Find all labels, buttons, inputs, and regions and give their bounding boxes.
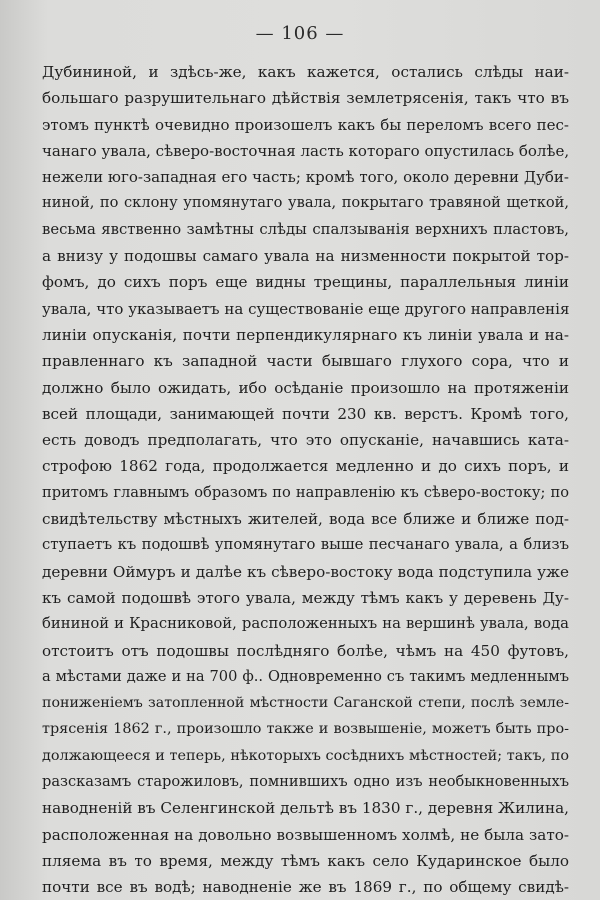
- text-line: пониженіемъ затопленной мѣстности Саганской степи, послѣ земле-: [42, 695, 569, 712]
- text-line: почти все въ водѣ; наводненіе же въ 1869 г., по общему свидѣ-: [42, 878, 569, 897]
- text-line: строфою 1862 года, продолжается медленно и до сихъ поръ, и: [42, 457, 569, 476]
- text-line: пляема въ то время, между тѣмъ какъ село Кударинское было: [42, 851, 569, 870]
- text-line: свидѣтельству мѣстныхъ жителей, вода все ближе и ближе под-: [42, 510, 569, 529]
- text-line: фомъ, до сихъ поръ еще видны трещины, параллельныя линіи: [42, 273, 569, 292]
- text-line: всей площади, занимающей почти 230 кв. верстъ. Кромѣ того,: [42, 404, 569, 423]
- text-line: отстоитъ отъ подошвы послѣдняго болѣе, чѣмъ на 450 футовъ,: [42, 641, 569, 660]
- text-line: разсказамъ старожиловъ, помнившихъ одно изъ необыкновенныхъ: [42, 773, 569, 791]
- text-line: ниной, по склону упомянутаго увала, покрытаго травяной щеткой,: [42, 194, 569, 212]
- text-line: расположенная на довольно возвышенномъ холмѣ, не была зато-: [42, 825, 569, 844]
- text-line: есть доводъ предполагать, что это опусканіе, начавшись ката-: [42, 431, 569, 450]
- text-line: Дубининой, и здѣсь-же, какъ кажется, остались слѣды наи-: [42, 63, 569, 81]
- page-number: — 106 —: [255, 23, 345, 44]
- text-line: весьма явственно замѣтны слѣды спалзыванія верхнихъ пластовъ,: [42, 220, 569, 238]
- text-line: наводненій въ Селенгинской дельтѣ въ 1830 г., деревня Жилина,: [42, 799, 569, 818]
- text-line: ступаетъ къ подошвѣ упомянутаго выше песчанаго увала, а близъ: [42, 536, 569, 554]
- text-line: притомъ главнымъ образомъ по направленію къ сѣверо-востоку; по: [42, 483, 569, 501]
- text-line: должающееся и теперь, нѣкоторыхъ сосѣднихъ мѣстностей; такъ, по: [42, 747, 569, 764]
- text-line: этомъ пунктѣ очевидно произошелъ какъ бы переломъ всего пес-: [42, 115, 569, 134]
- text-line: увала, что указываетъ на существованіе еще другого направленія: [42, 299, 569, 318]
- text-line: а внизу у подошвы самаго увала на низменности покрытой тор-: [42, 247, 569, 266]
- text-line: трясенія 1862 г., произошло также и возвышеніе, можетъ быть про-: [42, 721, 569, 738]
- text-line: правленнаго къ западной части бывшаго глухого сора, что и: [42, 352, 569, 371]
- text-line: должно было ожидать, ибо осѣданіе произошло на протяженіи: [42, 378, 569, 397]
- text-line: къ самой подошвѣ этого увала, между тѣмъ какъ у деревень Ду-: [42, 588, 569, 607]
- text-line: нежели юго-западная его часть; кромѣ того, около деревни Дуби-: [42, 168, 569, 187]
- text-line: линіи опусканія, почти перпендикулярнаго къ линіи увала и на-: [42, 325, 569, 344]
- text-line: бининой и Красниковой, расположенныхъ на вершинѣ увала, вода: [42, 615, 569, 633]
- text-line: чанаго увала, сѣверо-восточная ласть котораго опустилась болѣе,: [42, 141, 569, 160]
- body-text: [42, 59, 569, 900]
- text-line: а мѣстами даже и на 700 ф.. Одновременно съ такимъ медленнымъ: [42, 667, 569, 685]
- text-line: большаго разрушительнаго дѣйствія землетрясенія, такъ что въ: [42, 89, 569, 108]
- text-line: деревни Оймуръ и далѣе къ сѣверо-востоку вода подступила уже: [42, 562, 569, 581]
